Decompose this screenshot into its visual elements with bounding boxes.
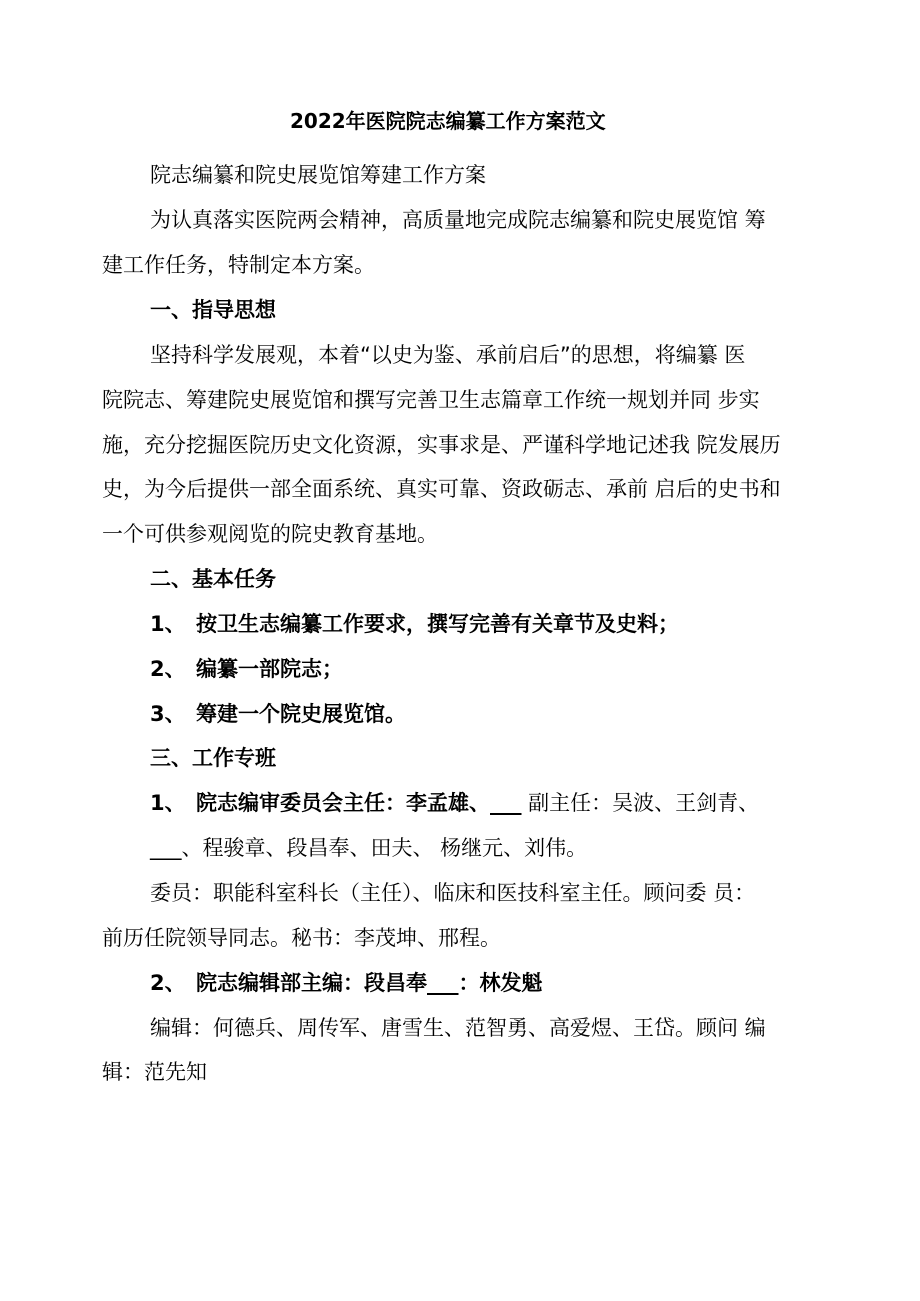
section1-line-4: 史，为今后提供一部全面系统、真实可靠、资政砺志、承前 启后的史书和 — [102, 477, 781, 501]
team-item-1 — [150, 788, 759, 818]
task-item-2 — [150, 654, 343, 684]
intro-line-1: 为认真落实医院两会精神，高质量地完成院志编纂和院史展览馆 筹 — [150, 208, 766, 232]
team-item-number: 2、 — [150, 971, 186, 995]
team-item-2 — [150, 968, 543, 998]
task-item-number: 3、 — [150, 702, 186, 726]
task-item-number: 2、 — [150, 657, 186, 681]
task-item-text: 按卫生志编纂工作要求，撰写完善有关章节及史料； — [196, 612, 679, 636]
task-item-3 — [150, 699, 406, 729]
section-heading-basic-tasks: 二、基本任务 — [150, 567, 276, 591]
editors-line-1: 编辑：何德兵、周传军、唐雪生、范智勇、高爱煜、王岱。顾问 编 — [150, 1016, 766, 1040]
section1-line-5: 一个可供参观阅览的院史教育基地。 — [102, 522, 438, 546]
section-heading-work-team: 三、工作专班 — [150, 746, 276, 770]
team-item-1-continued: ___、程骏章、段昌奉、田夫、 杨继元、刘伟。 — [150, 836, 588, 860]
committee-deputy-directors: 副主任：吴波、王剑青、 — [521, 791, 760, 815]
page-title: 2022年医院院志编纂工作方案范文 — [290, 109, 606, 133]
section1-line-3: 施，充分挖掘医院历史文化资源，实事求是、严谨科学地记述我 院发展历 — [102, 433, 781, 457]
committee-director: 院志编审委员会主任：李孟雄、___ — [196, 791, 522, 815]
team-item-number: 1、 — [150, 791, 186, 815]
task-item-text: 编纂一部院志； — [196, 657, 343, 681]
editorial-chief-editor: 院志编辑部主编：段昌奉___：林发魁 — [196, 971, 543, 995]
task-item-number: 1、 — [150, 612, 186, 636]
section1-line-1: 坚持科学发展观，本着“以史为鉴、承前启后”的思想，将编纂 医 — [150, 343, 746, 367]
intro-line-2: 建工作任务，特制定本方案。 — [102, 253, 375, 277]
section-heading-guiding-thought: 一、指导思想 — [150, 298, 276, 322]
task-item-1 — [150, 609, 679, 639]
document-subtitle: 院志编纂和院史展览馆筹建工作方案 — [150, 163, 486, 187]
section1-line-2: 院院志、筹建院史展览馆和撰写完善卫生志篇章工作统一规划并同 步实 — [102, 388, 760, 412]
task-item-text: 筹建一个院史展览馆。 — [196, 702, 406, 726]
committee-members-line-2: 前历任院领导同志。秘书：李茂坤、邢程。 — [102, 926, 501, 950]
committee-members-line-1: 委员：职能科室科长（主任）、临床和医技科室主任。顾问委 员： — [150, 881, 756, 905]
editors-line-2: 辑：范先知 — [102, 1060, 207, 1084]
